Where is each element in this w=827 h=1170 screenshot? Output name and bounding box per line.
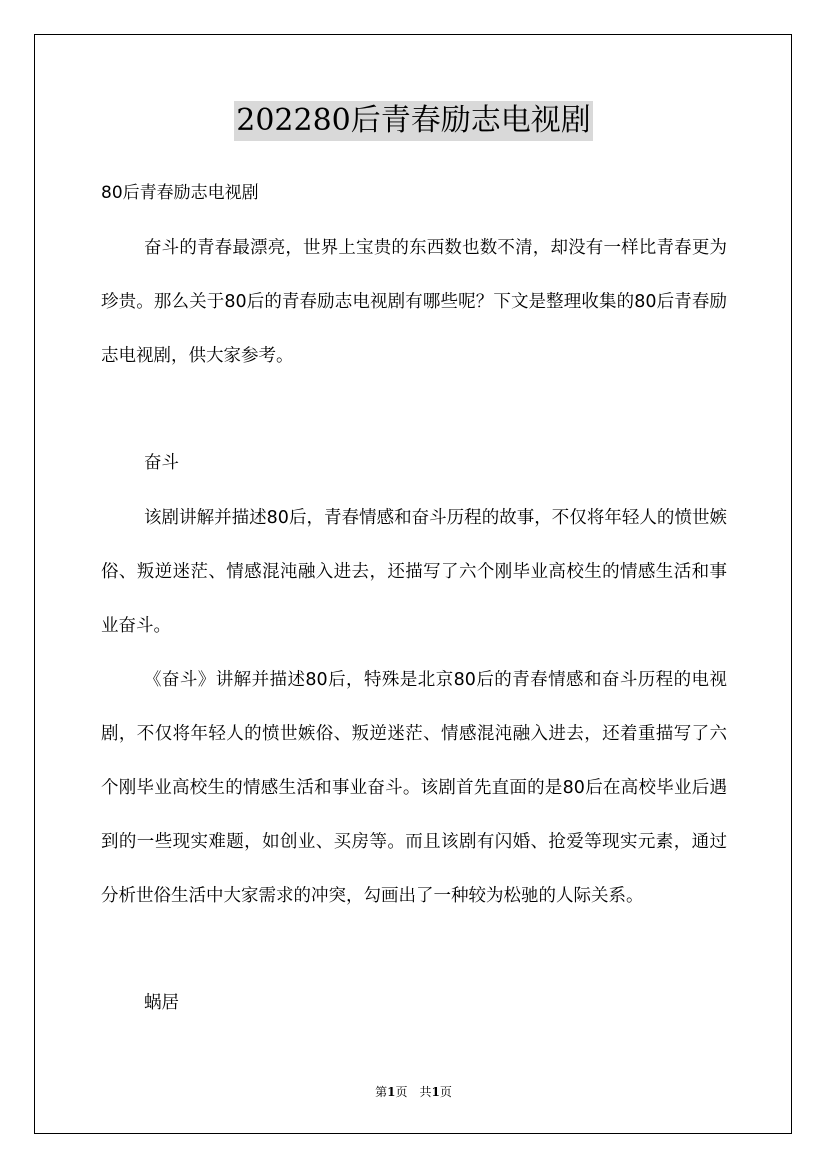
document-subtitle: 80后青春励志电视剧 [101,183,259,203]
section-paragraph: 《奋斗》讲解并描述80后，特殊是北京80后的青春情感和奋斗历程的电视剧，不仅将年轻人的愤世嫉俗、叛逆迷茫、情感混沌融入进去，还着重描写了六个刚毕业高校生的情感生活和事业奋斗。该剧首先直面的是80后在高校毕业后遇到的一些现实难题，如创业、买房等。而且该剧有闪婚、抢爱等现实元素，通过分析世俗生活中大家需求的冲突，勾画出了一种较为松驰的人际关系。 [101,670,727,906]
intro-paragraph: 奋斗的青春最漂亮，世界上宝贵的东西数也数不清，却没有一样比青春更为珍贵。那么关于80后的青春励志电视剧有哪些呢？下文是整理收集的80后青春励志电视剧，供大家参考。 [101,238,727,366]
document-title: 202280后青春励志电视剧 [234,101,593,141]
section-heading-fendou: 奋斗 [144,453,179,473]
footer-page-suffix: 页 [439,1085,452,1099]
footer-page-prefix: 第 [375,1085,388,1099]
section-heading-woju: 蜗居 [144,993,179,1013]
footer-page-mid: 页 共 [395,1085,432,1099]
footer-page-current: 1 [387,1085,396,1099]
footer-page-total: 1 [431,1085,440,1099]
title-container [0,101,827,141]
page-footer [0,1083,827,1101]
section-paragraph: 该剧讲解并描述80后，青春情感和奋斗历程的故事，不仅将年轻人的愤世嫉俗、叛逆迷茫、情感混沌融入进去，还描写了六个刚毕业高校生的情感生活和事业奋斗。 [101,508,727,636]
